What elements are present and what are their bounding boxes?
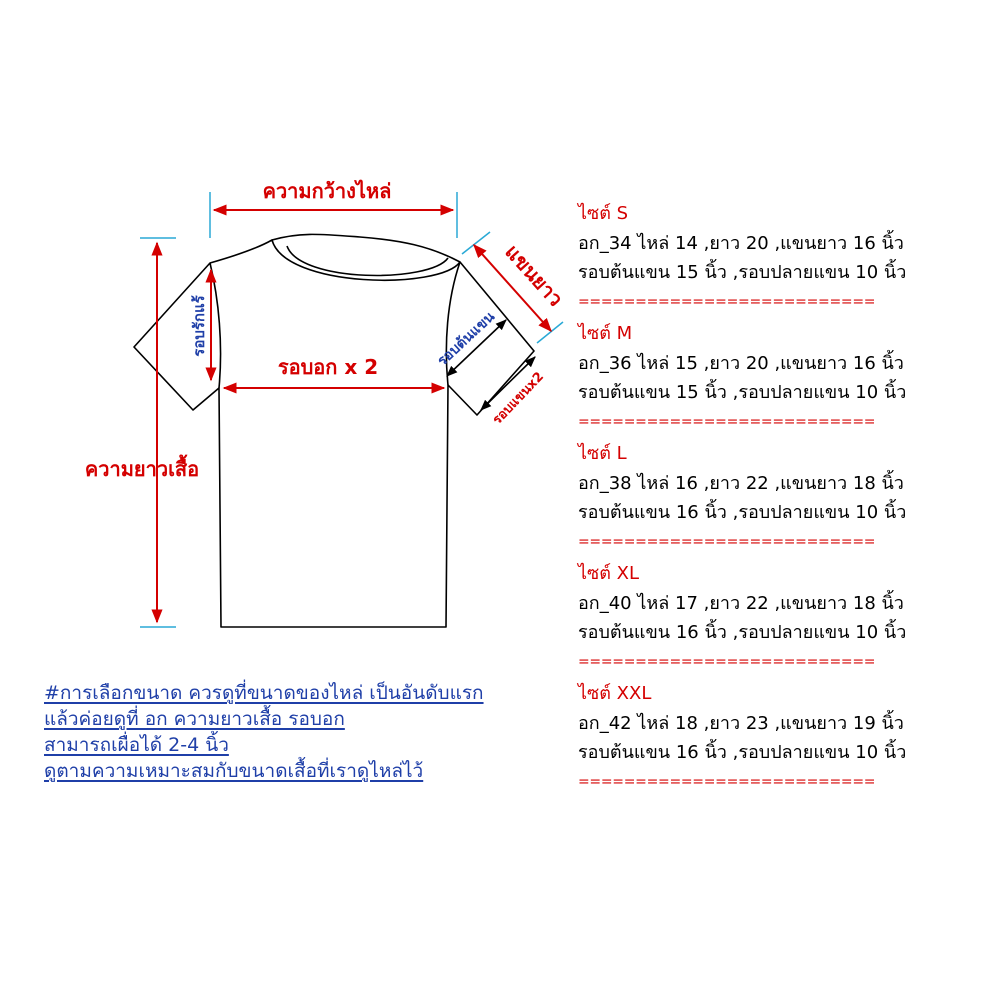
- shoulder-width-label: ความกว้างไหล่: [262, 179, 392, 203]
- note-line: สามารถเผื่อได้ 2-4 นิ้ว: [44, 734, 229, 756]
- sleeve-opening-label: รอบแขนx2: [489, 369, 548, 428]
- tshirt-outline: [134, 234, 534, 627]
- separator: ==========================: [578, 534, 876, 550]
- size-measurements-line2: รอบต้นแขน 16 นิ้ว ,รอบปลายแขน 10 นิ้ว: [578, 742, 907, 763]
- size-title: ไซต์ XXL: [578, 683, 652, 704]
- size-measurements-line1: อก_34 ไหล่ 14 ,ยาว 20 ,แขนยาว 16 นิ้ว: [578, 233, 904, 254]
- size-block-xxl: [578, 678, 958, 798]
- body-length-label: ความยาวเสื้อ: [84, 457, 200, 481]
- size-title: ไซต์ M: [578, 323, 633, 344]
- size-title: ไซต์ XL: [578, 563, 640, 584]
- size-measurements-line1: อก_42 ไหล่ 18 ,ยาว 23 ,แขนยาว 19 นิ้ว: [578, 713, 904, 734]
- size-title: ไซต์ L: [578, 443, 627, 464]
- size-block-xl: [578, 558, 958, 678]
- size-chart: [578, 198, 958, 798]
- size-block-m: [578, 318, 958, 438]
- separator: ==========================: [578, 774, 876, 790]
- note-line: #การเลือกขนาด ควรดูที่ขนาดของไหล่ เป็นอันดับแรก: [44, 682, 484, 704]
- armhole-label: รอบรักแร้: [190, 295, 208, 357]
- note-line: แล้วค่อยดูที่ อก ความยาวเสื้อ รอบอก: [44, 708, 345, 730]
- size-measurements-line1: อก_36 ไหล่ 15 ,ยาว 20 ,แขนยาว 16 นิ้ว: [578, 353, 904, 374]
- size-measurements-line1: อก_40 ไหล่ 17 ,ยาว 22 ,แขนยาว 18 นิ้ว: [578, 593, 904, 614]
- chest-label: รอบอก x 2: [277, 355, 379, 379]
- size-measurements-line2: รอบต้นแขน 15 นิ้ว ,รอบปลายแขน 10 นิ้ว: [578, 262, 907, 283]
- note-line: ดูตามความเหมาะสมกับขนาดเสื้อที่เราดูไหล่ไว้: [44, 760, 424, 782]
- separator: ==========================: [578, 414, 876, 430]
- size-selection-note: [44, 680, 584, 784]
- separator: ==========================: [578, 654, 876, 670]
- sleeve-length-label: แขนยาว: [500, 239, 569, 311]
- size-measurements-line2: รอบต้นแขน 16 นิ้ว ,รอบปลายแขน 10 นิ้ว: [578, 622, 907, 643]
- size-measurements-line2: รอบต้นแขน 16 นิ้ว ,รอบปลายแขน 10 นิ้ว: [578, 502, 907, 523]
- size-title: ไซต์ S: [578, 203, 629, 224]
- size-measurements-line2: รอบต้นแขน 15 นิ้ว ,รอบปลายแขน 10 นิ้ว: [578, 382, 907, 403]
- size-block-s: [578, 198, 958, 318]
- sleeve-circumference-label: รอบต้นแขน: [434, 308, 498, 370]
- separator: ==========================: [578, 294, 876, 310]
- size-block-l: [578, 438, 958, 558]
- size-measurements-line1: อก_38 ไหล่ 16 ,ยาว 22 ,แขนยาว 18 นิ้ว: [578, 473, 904, 494]
